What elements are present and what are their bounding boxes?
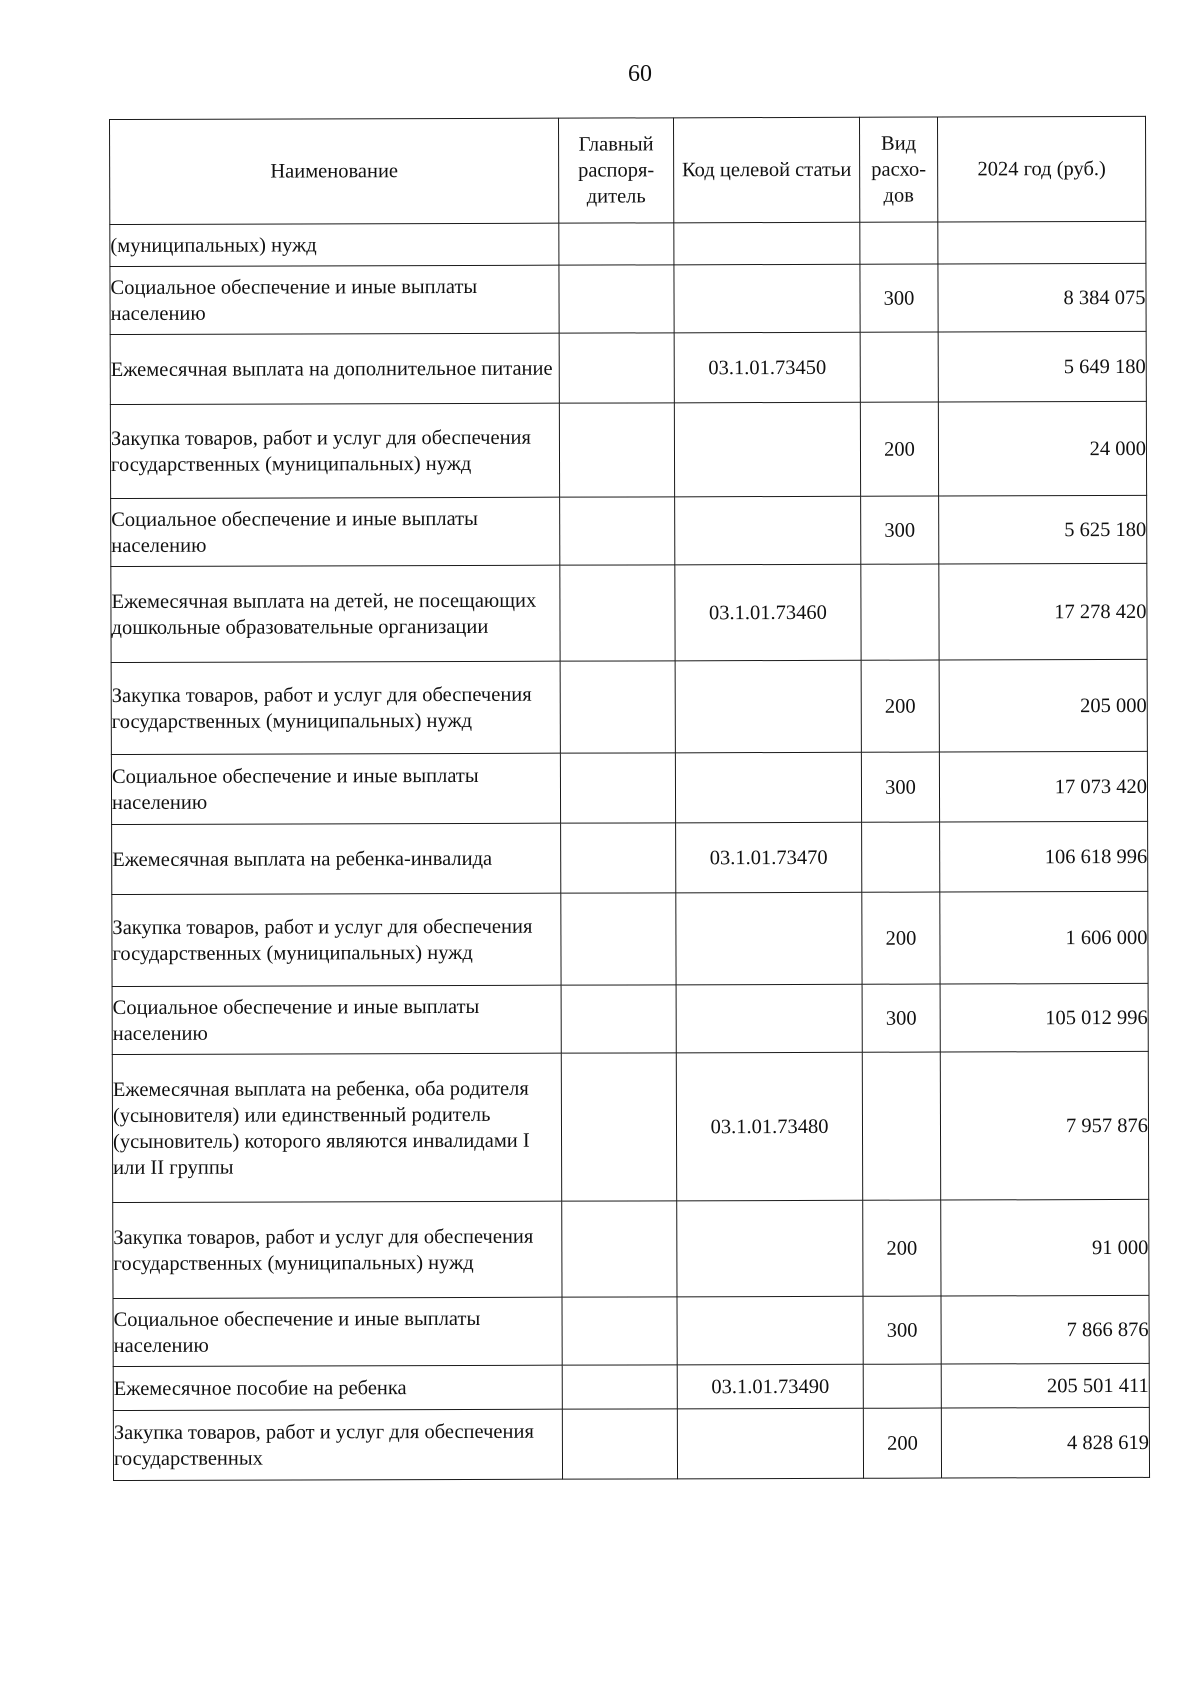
header-code: Код целевой статьи — [673, 117, 859, 223]
row-chief — [561, 823, 676, 893]
row-chief — [562, 1409, 677, 1479]
row-vid — [863, 1364, 941, 1408]
row-name: Социальное обеспечение и иные выплаты населению — [112, 985, 561, 1054]
row-chief — [560, 565, 675, 661]
row-code — [677, 1200, 863, 1297]
row-name: Закупка товаров, работ и услуг для обеспечения государственных (муниципальных) нужд — [111, 661, 560, 754]
header-vid: Вид расхо-дов — [859, 117, 937, 222]
row-name: Социальное обеспечение и иные выплаты населению — [110, 265, 559, 334]
row-chief — [562, 1201, 677, 1297]
row-code: 03.1.01.73460 — [675, 564, 861, 661]
row-name: (муниципальных) нужд — [110, 223, 559, 266]
row-vid: 200 — [862, 892, 940, 984]
row-chief — [560, 661, 675, 753]
row-sum: 91 000 — [941, 1199, 1149, 1296]
row-sum: 5 625 180 — [939, 495, 1147, 564]
table-row — [112, 1051, 1148, 1202]
row-chief — [561, 1053, 676, 1201]
header-chief: Главный распоря-дитель — [558, 118, 673, 223]
row-code — [677, 1408, 863, 1479]
table-row — [113, 1295, 1149, 1366]
row-chief — [561, 893, 676, 985]
row-sum: 105 012 996 — [940, 983, 1148, 1052]
row-name: Закупка товаров, работ и услуг для обеспечения государственных (муниципальных) нужд — [112, 893, 561, 986]
row-sum — [938, 221, 1146, 264]
table-row — [112, 891, 1148, 986]
row-code: 03.1.01.73490 — [677, 1364, 863, 1409]
row-vid: 200 — [863, 1408, 941, 1478]
row-sum: 205 000 — [939, 659, 1147, 752]
table-row — [111, 495, 1147, 566]
row-sum: 4 828 619 — [941, 1407, 1149, 1478]
row-chief — [559, 333, 674, 403]
row-code — [675, 752, 861, 823]
row-vid: 300 — [862, 984, 940, 1052]
table-row — [113, 1363, 1149, 1410]
row-code: 03.1.01.73470 — [676, 822, 862, 893]
row-sum: 7 866 876 — [941, 1295, 1149, 1364]
table-header-row — [110, 116, 1146, 224]
row-sum: 1 606 000 — [940, 891, 1148, 984]
table-row — [112, 983, 1148, 1054]
row-sum: 17 073 420 — [939, 751, 1147, 822]
row-code — [677, 1296, 863, 1365]
row-sum: 5 649 180 — [938, 331, 1146, 402]
row-name: Ежемесячная выплата на дополнительное питание — [110, 333, 559, 404]
row-sum: 205 501 411 — [941, 1363, 1149, 1408]
row-vid — [862, 1052, 940, 1200]
row-name: Закупка товаров, работ и услуг для обеспечения государственных — [113, 1409, 562, 1480]
row-name: Социальное обеспечение и иные выплаты населению — [111, 497, 560, 566]
row-name: Ежемесячная выплата на ребенка-инвалида — [112, 823, 561, 894]
table-row — [112, 821, 1148, 894]
row-chief — [559, 403, 674, 497]
row-chief — [560, 753, 675, 823]
row-code — [674, 264, 860, 333]
row-chief — [561, 985, 676, 1053]
table-row — [110, 401, 1146, 498]
row-vid: 200 — [863, 1200, 941, 1296]
header-name: Наименование — [110, 118, 559, 224]
row-name: Закупка товаров, работ и услуг для обеспечения государственных (муниципальных) нужд — [110, 403, 559, 498]
row-chief — [560, 497, 675, 565]
row-chief — [562, 1297, 677, 1365]
row-vid: 200 — [861, 660, 939, 752]
row-vid — [861, 564, 939, 660]
row-code — [676, 892, 862, 985]
row-vid: 300 — [860, 264, 938, 332]
row-vid: 300 — [861, 752, 939, 822]
row-vid — [860, 222, 938, 264]
table-row — [110, 331, 1146, 404]
row-sum: 106 618 996 — [940, 821, 1148, 892]
row-name: Ежемесячная выплата на детей, не посещающих дошкольные образовательные организации — [111, 565, 560, 662]
row-name: Ежемесячное пособие на ребенка — [113, 1365, 562, 1410]
row-chief — [562, 1365, 677, 1409]
row-name: Ежемесячная выплата на ребенка, оба родителя (усыновителя) или единственный родитель (усыновитель) которого являются инвалидами I или II группы — [112, 1053, 561, 1202]
row-code: 03.1.01.73480 — [676, 1052, 862, 1201]
table-row — [110, 263, 1146, 334]
row-sum: 24 000 — [938, 401, 1146, 496]
row-vid — [860, 332, 938, 402]
row-code — [675, 496, 861, 565]
row-vid: 300 — [861, 496, 939, 564]
row-code: 03.1.01.73450 — [674, 332, 860, 403]
table-row — [111, 751, 1147, 824]
row-vid: 300 — [863, 1296, 941, 1364]
row-code — [674, 222, 860, 265]
row-code — [674, 402, 860, 497]
table-row — [113, 1199, 1149, 1298]
row-sum: 8 384 075 — [938, 263, 1146, 332]
row-sum: 17 278 420 — [939, 563, 1147, 660]
table-row — [113, 1407, 1149, 1480]
row-vid — [862, 822, 940, 892]
budget-table-container — [109, 119, 1149, 1481]
page-number: 60 — [628, 61, 652, 87]
header-year: 2024 год (руб.) — [937, 116, 1145, 222]
row-code — [675, 660, 861, 753]
row-code — [676, 984, 862, 1053]
budget-table — [109, 116, 1150, 1481]
table-row — [110, 221, 1146, 266]
row-chief — [559, 265, 674, 333]
row-chief — [559, 223, 674, 265]
row-sum: 7 957 876 — [940, 1051, 1148, 1200]
row-name: Социальное обеспечение и иные выплаты населению — [113, 1297, 562, 1366]
row-name: Социальное обеспечение и иные выплаты населению — [111, 753, 560, 824]
row-vid: 200 — [860, 402, 938, 496]
table-row — [111, 563, 1147, 662]
table-row — [111, 659, 1147, 754]
row-name: Закупка товаров, работ и услуг для обеспечения государственных (муниципальных) нужд — [113, 1201, 562, 1298]
